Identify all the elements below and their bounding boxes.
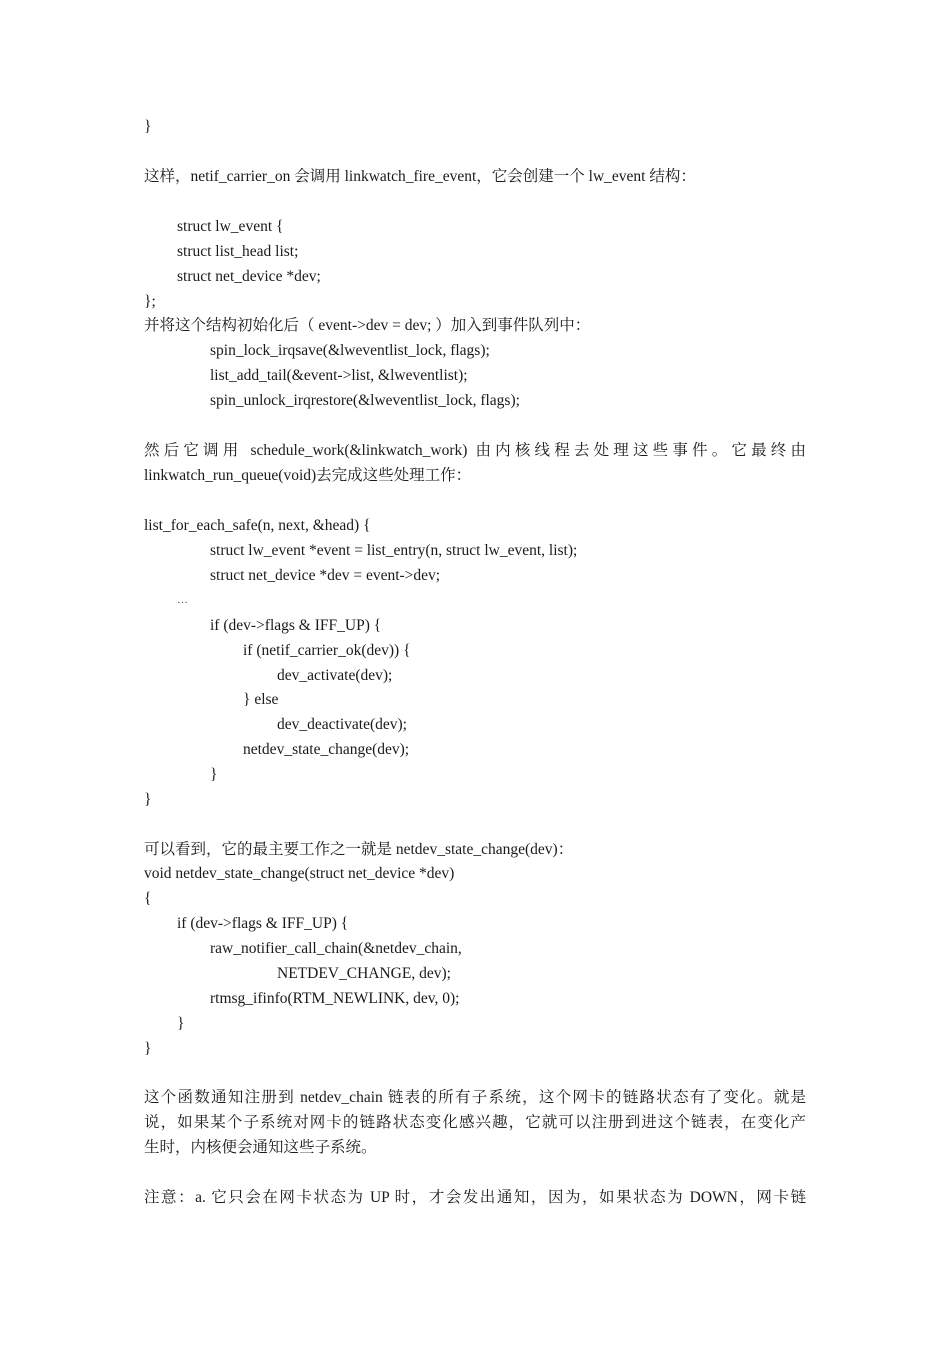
- code-line: if (dev->flags & IFF_UP) {: [177, 915, 349, 932]
- code-line: struct lw_event {: [177, 218, 284, 235]
- code-line: }: [177, 1015, 185, 1032]
- code-line: NETDEV_CHANGE, dev);: [277, 965, 451, 982]
- code-line: }: [210, 766, 218, 783]
- paragraph-text: 这个函数通知注册到 netdev_chain 链表的所有子系统，这个网卡的链路状态有了变化。就是: [144, 1089, 806, 1106]
- code-line: struct lw_event *event = list_entry(n, struct lw_event, list);: [210, 542, 578, 559]
- code-line: }: [144, 791, 152, 808]
- code-line: rtmsg_ifinfo(RTM_NEWLINK, dev, 0);: [210, 990, 460, 1007]
- code-line: dev_activate(dev);: [277, 667, 393, 684]
- paragraph-text: 这样，netif_carrier_on 会调用 linkwatch_fire_event，它会创建一个 lw_event 结构：: [144, 168, 696, 185]
- code-line: struct net_device *dev;: [177, 268, 321, 285]
- code-line: dev_deactivate(dev);: [277, 716, 407, 733]
- code-line: void netdev_state_change(struct net_device *dev): [144, 865, 455, 882]
- code-line: spin_lock_irqsave(&lweventlist_lock, flags);: [210, 342, 490, 359]
- paragraph-text: linkwatch_run_queue(void)去完成这些处理工作：: [144, 467, 472, 484]
- code-line: };: [144, 293, 156, 310]
- code-line: list_add_tail(&event->list, &lweventlist);: [210, 367, 468, 384]
- code-line: spin_unlock_irqrestore(&lweventlist_lock, flags);: [210, 392, 520, 409]
- code-line: struct net_device *dev = event->dev;: [210, 567, 441, 584]
- code-line: }: [144, 1040, 152, 1057]
- paragraph-text: 生时，内核便会通知这些子系统。: [144, 1139, 377, 1156]
- code-line: list_for_each_safe(n, next, &head) {: [144, 517, 371, 534]
- code-line: netdev_state_change(dev);: [243, 741, 410, 758]
- paragraph-text: 可以看到，它的最主要工作之一就是 netdev_state_change(dev)：: [144, 841, 574, 858]
- code-line: if (netif_carrier_ok(dev)) {: [243, 642, 411, 659]
- code-closing-brace: }: [144, 118, 152, 135]
- code-ellipsis: …: [177, 594, 188, 606]
- code-line: raw_notifier_call_chain(&netdev_chain,: [210, 940, 462, 957]
- code-line: {: [144, 890, 152, 907]
- paragraph-text: 然后它调用 schedule_work(&linkwatch_work) 由内核线程去处理这些事件。它最终由: [144, 442, 806, 459]
- code-line: struct list_head list;: [177, 243, 299, 260]
- code-line: if (dev->flags & IFF_UP) {: [210, 617, 382, 634]
- code-line: } else: [243, 691, 279, 708]
- paragraph-text: 说，如果某个子系统对网卡的链路状态变化感兴趣，它就可以注册到进这个链表，在变化产: [144, 1114, 806, 1131]
- paragraph-text: 并将这个结构初始化后（ event->dev = dev; ）加入到事件队列中：: [144, 317, 591, 334]
- paragraph-text: 注意：a. 它只会在网卡状态为 UP 时，才会发出通知，因为，如果状态为 DOWN，网卡链: [144, 1189, 806, 1206]
